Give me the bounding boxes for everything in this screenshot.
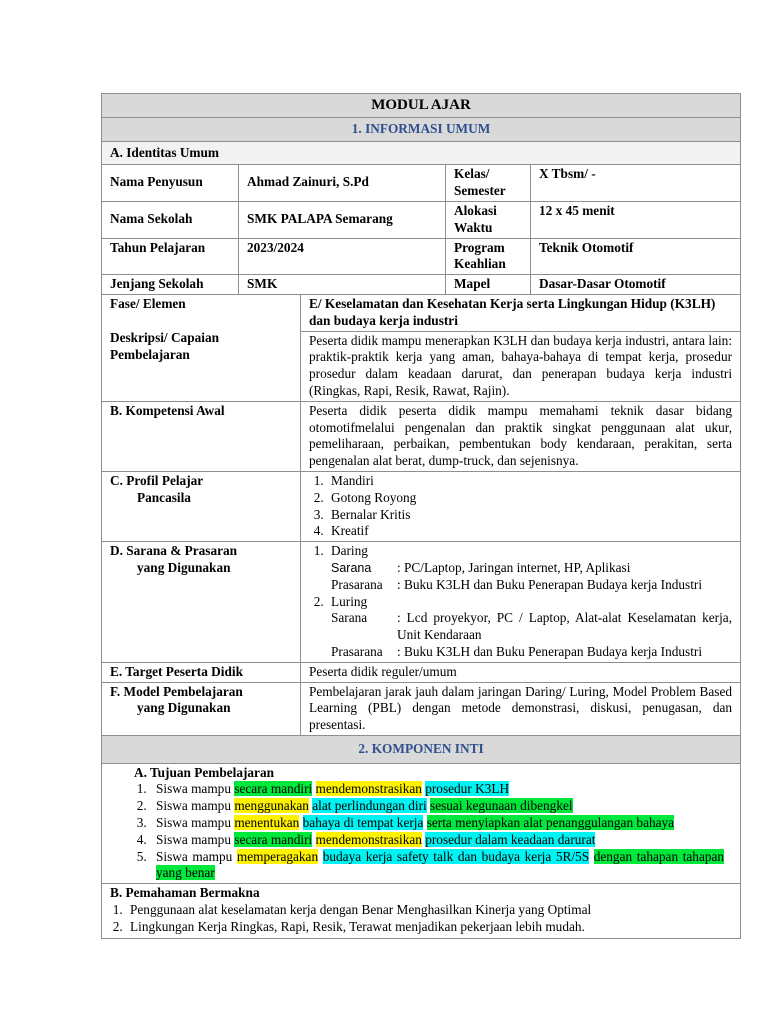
profil-list bbox=[309, 473, 732, 540]
section-komponen-inti: 2. KOMPONEN INTI bbox=[102, 735, 741, 763]
tujuan-text: Siswa mampu bbox=[156, 798, 235, 814]
target-value: Peserta didik reguler/umum bbox=[301, 662, 741, 682]
daring-prasarana-value: : Buku K3LH dan Buku Penerapan Budaya kerja Industri bbox=[397, 576, 703, 592]
nama-sekolah-label: Nama Sekolah bbox=[102, 201, 239, 238]
sarana-list bbox=[309, 543, 732, 661]
tujuan-list bbox=[110, 781, 724, 882]
mapel-value: Dasar-Dasar Otomotif bbox=[531, 275, 741, 295]
daring-item bbox=[327, 543, 732, 593]
section-informasi-umum: 1. INFORMASI UMUM bbox=[102, 117, 741, 141]
highlight-cyan: prosedur dalam keadaan darurat bbox=[425, 831, 596, 847]
jenjang-label: Jenjang Sekolah bbox=[102, 275, 239, 295]
daring-sarana-label: Sarana bbox=[331, 560, 372, 575]
alokasi-label: Alokasi Waktu bbox=[446, 201, 531, 238]
pemahaman-cell bbox=[102, 884, 741, 938]
kompetensi-label: B. Kompetensi Awal bbox=[102, 401, 301, 471]
model-value: Pembelajaran jarak jauh dalam jaringan Daring/ Luring, Model Problem Based Learning (PBL) dengan metode demonstrasi, diskusi, penugasan, dan presentasi. bbox=[301, 682, 741, 735]
tujuan-item bbox=[150, 798, 724, 815]
highlight-yellow: menggunakan bbox=[234, 798, 309, 814]
tujuan-text: Siswa mampu bbox=[156, 831, 235, 847]
kelas-value: X Tbsm/ - bbox=[531, 165, 741, 202]
deskripsi-value: Peserta didik mampu menerapkan K3LH dan budaya kerja industri, antara lain: praktik-praktik kerja yang aman, bahaya-bahaya di tempat kerja, prosedur prosedur dalam keadaan darurat, dan penerapan budaya kerja industri (Ringkas, Rapi, Resik, Rawat, Rajin). bbox=[301, 331, 741, 401]
kelas-label: Kelas/ Semester bbox=[446, 165, 531, 202]
luring-sarana-row bbox=[331, 610, 732, 644]
luring-prasarana-value: : Buku K3LH dan Buku Penerapan Budaya kerja Industri bbox=[397, 643, 703, 659]
highlight-green: secara mandiri bbox=[234, 831, 313, 847]
kompetensi-value: Peserta didik peserta didik mampu memahami teknik dasar bidang otomotifmelalui pengenalan dan praktik singkat penggunaan alat ukur, pemeliharaan, perbaikan, pembentukan body kendaraan, perakitan, serta pengenalan alat berat, dump-truck, dan sejenisnya. bbox=[301, 401, 741, 471]
luring-title: 2. Luring bbox=[331, 593, 368, 609]
fase-label: Fase/ Elemen bbox=[110, 295, 186, 311]
daring-sarana-value: : PC/Laptop, Jaringan internet, HP, Aplikasi bbox=[397, 559, 631, 575]
profil-label-line1: C. Profil Pelajar bbox=[110, 472, 204, 488]
luring-prasarana-label: Prasarana bbox=[331, 643, 383, 659]
program-value: Teknik Otomotif bbox=[531, 238, 741, 275]
highlight-cyan: alat perlindungan diri bbox=[312, 798, 427, 814]
identitas-umum-heading: A. Identitas Umum bbox=[102, 141, 741, 165]
highlight-cyan: bahaya di tempat kerja bbox=[302, 815, 424, 831]
sarana-list-cell bbox=[301, 542, 741, 663]
pemahaman-list bbox=[110, 902, 732, 936]
alokasi-value: 12 x 45 menit bbox=[531, 201, 741, 238]
daring-prasarana-row bbox=[331, 577, 732, 594]
nama-sekolah-value: SMK PALAPA Semarang bbox=[239, 201, 446, 238]
profil-item: 4. Kreatif bbox=[327, 523, 732, 540]
tujuan-item bbox=[150, 815, 724, 832]
tahun-value: 2023/2024 bbox=[239, 238, 446, 275]
tujuan-heading: A. Tujuan Pembelajaran bbox=[134, 764, 275, 780]
jenjang-value: SMK bbox=[239, 275, 446, 295]
target-label: E. Target Peserta Didik bbox=[102, 662, 301, 682]
tujuan-text: Siswa mampu bbox=[156, 848, 237, 864]
highlight-green: sesuai kegunaan dibengkel bbox=[430, 798, 573, 814]
luring-sarana-value: : Lcd proyekyor, PC / Laptop, Alat-alat Keselamatan kerja, Unit Kendaraan bbox=[397, 610, 733, 643]
model-label-line1: F. Model Pembelajaran bbox=[110, 683, 243, 699]
mapel-label: Mapel bbox=[446, 275, 531, 295]
pemahaman-item: 1. Penggunaan alat keselamatan kerja dengan Benar Menghasilkan Kinerja yang Optimal bbox=[126, 902, 732, 919]
daring-prasarana-label: Prasarana bbox=[331, 576, 383, 592]
nama-penyusun-label: Nama Penyusun bbox=[102, 165, 239, 202]
deskripsi-label: Deskripsi/ Capaian Pembelajaran bbox=[110, 329, 219, 362]
profil-item: 2. Gotong Royong bbox=[327, 490, 732, 507]
document-title: MODUL AJAR bbox=[102, 94, 741, 118]
tujuan-item bbox=[150, 832, 724, 849]
daring-sarana-row bbox=[331, 560, 732, 577]
highlight-green: serta menyiapkan alat penanggulangan bahaya bbox=[426, 815, 675, 831]
tujuan-cell bbox=[102, 763, 741, 884]
model-label bbox=[102, 682, 301, 735]
luring-item bbox=[327, 594, 732, 661]
highlight-yellow: memperagakan bbox=[236, 848, 319, 864]
highlight-yellow: menentukan bbox=[234, 815, 300, 831]
profil-item: 3. Bernalar Kritis bbox=[327, 507, 732, 524]
model-label-line2: yang Digunakan bbox=[137, 700, 231, 716]
pemahaman-heading: B. Pemahaman Bermakna bbox=[110, 885, 260, 901]
sarana-label bbox=[102, 542, 301, 663]
highlight-yellow: mendemonstrasikan bbox=[315, 781, 422, 797]
luring-prasarana-row bbox=[331, 644, 732, 661]
profil-item: 1. Mandiri bbox=[327, 473, 732, 490]
modul-ajar-table bbox=[101, 93, 741, 939]
fase-deskripsi-labels bbox=[102, 294, 301, 401]
pemahaman-item: 2. Lingkungan Kerja Ringkas, Rapi, Resik, Terawat menjadikan pekerjaan lebih mudah. bbox=[126, 919, 732, 936]
luring-sarana-label: Sarana bbox=[331, 610, 368, 626]
daring-title: 1. Daring bbox=[331, 543, 368, 559]
sarana-label-line2: yang Digunakan bbox=[137, 559, 231, 575]
tujuan-text: Siswa mampu bbox=[156, 815, 235, 831]
profil-label bbox=[102, 471, 301, 541]
tujuan-text: Siswa mampu bbox=[156, 781, 235, 797]
tahun-label: Tahun Pelajaran bbox=[102, 238, 239, 275]
highlight-yellow: mendemonstrasikan bbox=[315, 831, 422, 847]
program-label: Program Keahlian bbox=[446, 238, 531, 275]
highlight-green: secara mandiri bbox=[234, 781, 313, 797]
highlight-cyan: budaya kerja safety talk dan budaya kerja 5R/5S bbox=[322, 848, 590, 864]
nama-penyusun-value: Ahmad Zainuri, S.Pd bbox=[239, 165, 446, 202]
fase-value: E/ Keselamatan dan Kesehatan Kerja serta Lingkungan Hidup (K3LH) dan budaya kerja industri bbox=[301, 294, 741, 331]
profil-list-cell bbox=[301, 471, 741, 541]
highlight-green: dengan tahapan tahapan yang benar bbox=[156, 848, 725, 881]
sarana-label-line1: D. Sarana & Prasaran bbox=[110, 543, 238, 559]
tujuan-item bbox=[150, 849, 724, 883]
highlight-cyan: prosedur K3LH bbox=[425, 781, 510, 797]
tujuan-item bbox=[150, 781, 724, 798]
profil-label-line2: Pancasila bbox=[137, 489, 191, 505]
